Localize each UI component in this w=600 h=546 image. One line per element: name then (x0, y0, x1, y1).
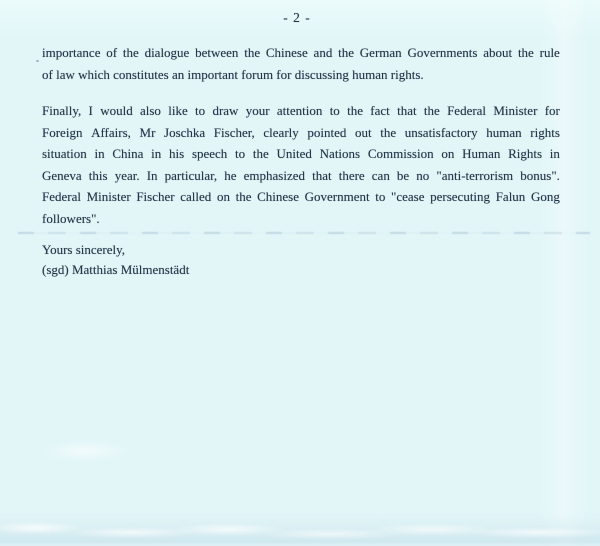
text-line: Foreign Affairs, Mr Joschka Fischer, clearly pointed out the unsatisfactory human rights (42, 124, 560, 140)
text-line: importance of the dialogue between the Chinese and the German Governments about the rule (42, 45, 560, 60)
signature-name: (sgd) Matthias Mülmenstädt (42, 262, 190, 277)
scan-edge-artifact (0, 516, 600, 546)
scan-smudge (40, 440, 130, 462)
page-number: - 2 - (283, 10, 311, 25)
text-line: Federal Minister Fischer called on the Chinese Government to "cease persecuting Falun Gong (42, 189, 560, 204)
text-line: followers". (42, 210, 100, 226)
paragraph-fischer-statement (42, 100, 560, 229)
closing-block (42, 240, 189, 280)
text-line: situation in China in his speech to the United Nations Commission on Human Rights in (42, 146, 560, 161)
text-line: Geneva this year. In particular, he emphasized that there can be no "anti-terrorism bonus". (42, 167, 560, 183)
text-line: Finally, I would also like to draw your attention to the fact that the Federal Minister for (42, 103, 560, 118)
closing-salutation: Yours sincerely, (42, 242, 126, 257)
scan-speck (36, 60, 39, 62)
text-line: of law which constitutes an important forum for discussing human rights. (42, 66, 424, 82)
paragraph-rule-of-law (42, 42, 560, 85)
scan-artifact-line (18, 232, 590, 234)
